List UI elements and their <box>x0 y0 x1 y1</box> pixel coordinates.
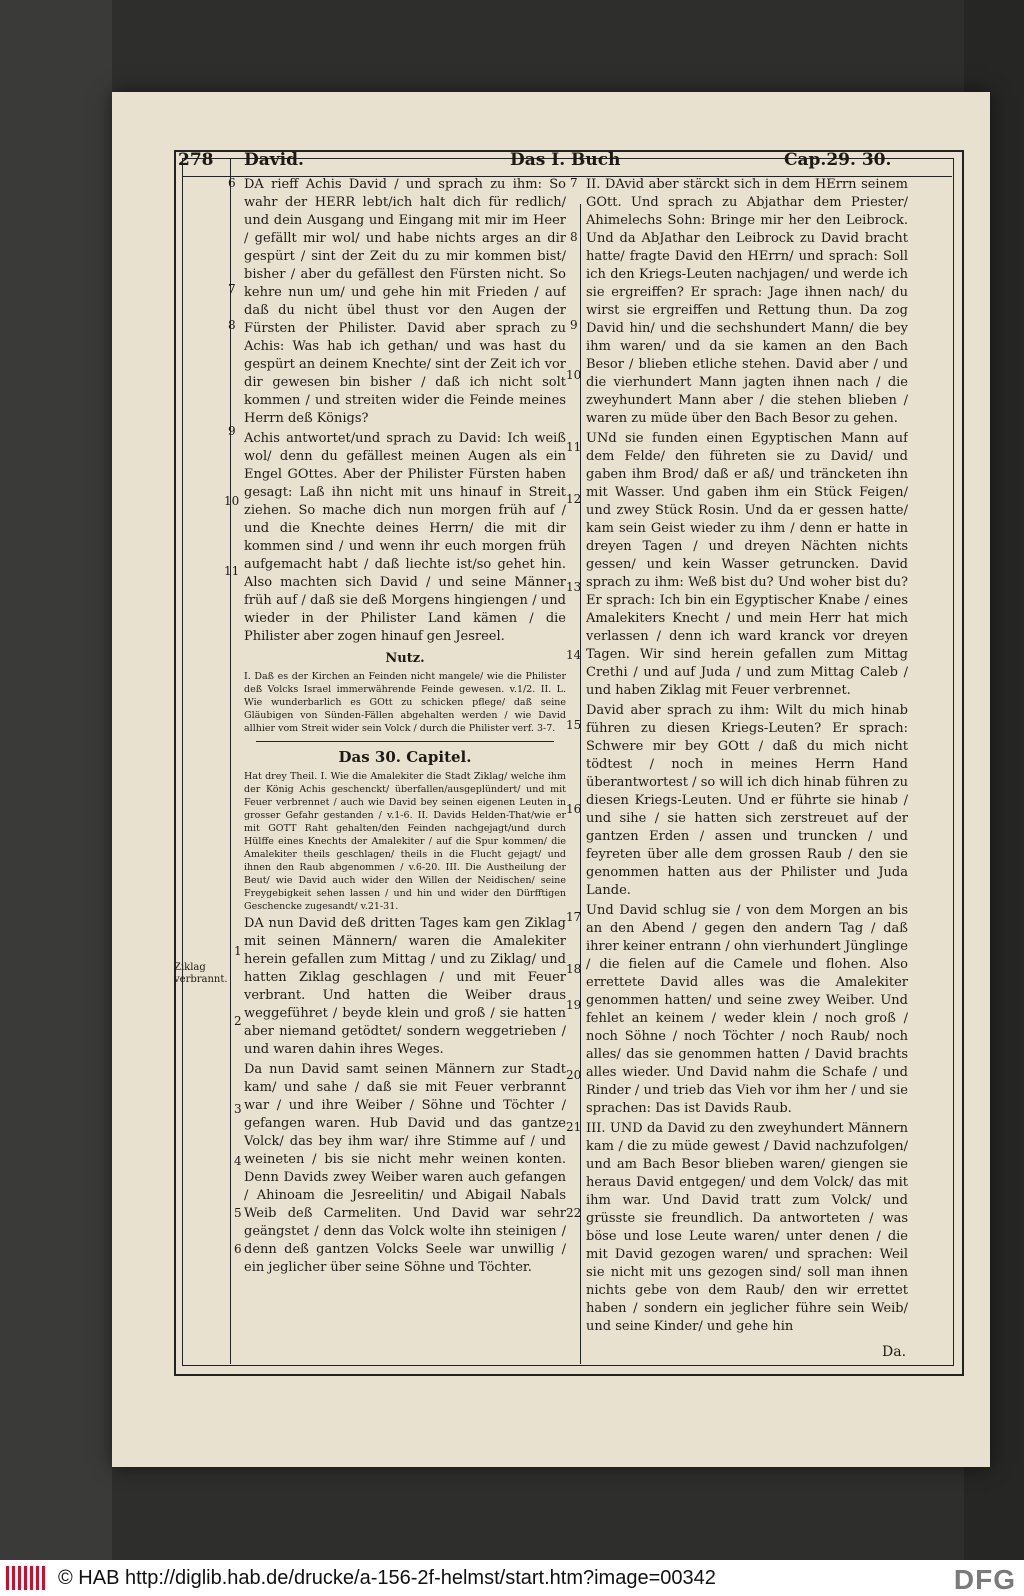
verse-number: 8 <box>570 230 578 244</box>
page-number: 278 <box>178 150 214 170</box>
source-link[interactable]: © HAB http://diglib.hab.de/drucke/a-156-2f-helmst/start.htm?image=00342 <box>58 1567 716 1589</box>
paragraph: Da nun David samt seinen Männern zur Stadt kam/ und sahe / daß sie mit Feuer verbrannt war / und ihre Weiber / Söhne und Töchter / gefangen waren. Hub David und das gantze Volck/ das bey ihm war/ ihre Stimme auf / und weineten / bis sie nicht mehr weinen konten. Denn Davids zwey Weiber waren auch gefangen / Ahinoam die Jesreelitin/ und Abigail Nabals Weib deß Carmeliten. Und David war sehr geängstet / denn das Volck wolte ihn steinigen / denn deß gantzen Volcks Seele war unwillig / ein jeglicher über seine Söhne und Töchter. <box>244 1062 566 1275</box>
paragraph: DA rieff Achis David / und sprach zu ihm: So wahr der HERR lebt/ich halt dich für redlich/ und dein Ausgang und Eingang mit mir im Heer / gefällt mir wol/ und habe nichts arges an dir gespürt / sint der Zeit du zu mir kommen bist/ bisher / aber du gefällest den Fürsten nicht. So kehre nun um/ und gehe hin mit Frieden / auf daß du nicht übel thust vor den Augen der Fürsten der Philister. David aber sprach zu Achis: Was hab ich gethan/ und was hast du gespürt an deinem Knechte/ sint der Zeit ich vor dir gewesen bin bisher / daß ich nicht solt kommen / und streiten wider die Feinde meines Herrn deß Königs? <box>244 177 566 426</box>
verse-number: 7 <box>570 176 578 190</box>
chapter-title: Das 30. Capitel. <box>338 748 472 766</box>
verse-number: 19 <box>566 998 582 1012</box>
verse-number: 15 <box>566 718 582 732</box>
verse-number: 18 <box>566 962 582 976</box>
verse-number: 5 <box>234 1206 242 1220</box>
verse-number: 7 <box>228 282 236 296</box>
chapter-summary: Hat drey Theil. I. Wie die Amalekiter die Stadt Ziklag/ welche ihm der König Achis geschenckt/ überfallen/ausgeplündert/ und mit Feuer verbrennet / auch wie David bey seinen eigenen Leuten in grosser Gefahr gestanden / v.1-6. II. Davids Helden-That/wie er mit GOTT Raht gehalten/den Feinden nachgejagt/und durch Hülffe eines Knechts der Amalekiter / auf die Spur kommen/ die Amalekiter theils geschlagen/ theils in die Flucht gejagt/ und ihnen den Raub abgenommen / v.6-20. III. Die Austheilung der Beut/ wie David auch wider den Willen der Neidischen/ seine Freygebigkeit sehen lassen / und hin und wider den Dürfftigen Geschencke zugesandt/ v.21-31. <box>244 771 566 912</box>
verse-number: 11 <box>224 564 240 578</box>
paragraph: UNd sie funden einen Egyptischen Mann auf dem Felde/ den führeten sie zu David/ und gaben ihm Brod/ daß er aß/ und träncketen ihn mit Wasser. Und gaben ihm ein Stück Feigen/ und zwey Stück Rosin. Und da er gessen hatte/ kam sein Geist wieder zu ihm / denn er hatte in dreyen Tagen / und dreyen Nächten nichts gessen/ und kein Wasser getruncken. David sprach zu ihm: Weß bist du? Und woher bist du? Er sprach: Ich bin ein Egyptischer Knabe / eines Amalekiters Knecht / und mein Herr hat mich verlassen / denn ich ward kranck vor dreyen Tagen. Wir sind herein gefallen zum Mittag Crethi / und auf Juda / und zum Mittag Caleb / und haben Ziklag mit Feuer verbrennet. <box>586 431 908 698</box>
verse-number: 14 <box>566 648 582 662</box>
verse-number: 6 <box>234 1242 242 1256</box>
verse-number: 4 <box>234 1154 242 1168</box>
verse-number: 9 <box>570 318 578 332</box>
running-title-center: Das I. Buch <box>510 150 621 170</box>
margin-note: Ziklag verbrannt. <box>174 962 228 985</box>
section-rule <box>256 741 554 742</box>
verse-number: 3 <box>234 1102 242 1116</box>
paragraph: Achis antwortet/und sprach zu David: Ich weiß wol/ denn du gefällest meinen Augen als ein Engel GOttes. Aber der Philister Fürsten haben gesagt: Laß ihn nicht mit uns hinauf in Streit ziehen. So mache dich nun morgen früh auf / und die Knechte deines Herrn/ die mit dir kommen sind / und wenn ihr euch morgen früh aufgemacht habt / daß liechte ist/so gehet hin. Also machten sich David / und seine Männer früh auf / daß sie deß Morgens hingiengen / und wieder in der Philister Land kämen / die Philister aber zogen hinauf gen Jesreel. <box>244 431 566 644</box>
verse-number: 2 <box>234 1014 242 1028</box>
footer-bar <box>0 1560 1024 1596</box>
paragraph: David aber sprach zu ihm: Wilt du mich hinab führen zu diesen Kriegs-Leuten? Er sprach: Schwere mir bey GOtt / daß du mich nicht tödtest / noch in meines Herrn Hand überantwortest / so will ich dich hinab führen zu diesen Kriegs-Leuten. Und er führte sie hinab / und sihe / sie hatten sich zerstreuet auf der gantzen Erden / assen und truncken / und feyreten über alle dem grossen Raub / den sie genommen hatten aus der Philister und Juda Lande. <box>586 703 908 898</box>
catchword: Da. <box>882 1344 907 1360</box>
margin-rule <box>230 158 231 1364</box>
verse-number: 12 <box>566 492 582 506</box>
verse-number: 10 <box>566 368 582 382</box>
verse-number: 20 <box>566 1068 582 1082</box>
paragraph: DA nun David deß dritten Tages kam gen Ziklag mit seinen Männern/ waren die Amalekiter herein gefallen zum Mittag / und zu Ziklag/ und hatten Ziklag geschlagen / und mit Feuer verbrant. Und hatten die Weiber draus weggeführet / beyde klein und groß / sie hatten aber niemand getödtet/ sondern weggetrieben / und waren dahin ihres Weges. <box>244 916 566 1057</box>
right-column <box>586 176 908 1334</box>
left-column <box>244 176 566 1356</box>
verse-number: 22 <box>566 1206 582 1220</box>
running-title-right: Cap.29. 30. <box>784 150 892 170</box>
book-page <box>112 92 990 1467</box>
dfg-logo: DFG <box>953 1564 1016 1595</box>
verse-number: 11 <box>566 440 582 454</box>
verse-number: 10 <box>224 494 240 508</box>
verse-number: 17 <box>566 910 582 924</box>
scan-background-left <box>0 0 112 1560</box>
verse-number: 13 <box>566 580 582 594</box>
verse-number: 16 <box>566 802 582 816</box>
paragraph: III. UND da David zu den zweyhundert Männern kam / die zu müde gewest / David nachzufolgen/ und am Bach Besor blieben waren/ giengen sie heraus David entgegen/ und dem Volck/ das mit ihm war. Und David tratt zum Volck/ und grüsste sie freundlich. Da antworteten / was böse und lose Leute waren/ unter denen / die mit David gezogen waren/ und sprachen: Weil sie nicht mit uns gezogen sind/ soll man ihnen nichts gebe von dem Raub/ den wir errettet haben / sondern ein jeglicher führe sein Weib/ und seine Kinder/ und gehe hin <box>586 1121 908 1334</box>
verse-number: 8 <box>228 318 236 332</box>
verse-number: 9 <box>228 424 236 438</box>
paragraph: II. DAvid aber stärckt sich in dem HErrn seinem GOtt. Und sprach zu Abjathar dem Priester/ Ahimelechs Sohn: Bringe mir her den Leibrock. Und da AbJathar den Leibrock zu David bracht hatte/ fragte David den HErrn/ und sprach: Soll ich den Kriegs-Leuten nachjagen/ und werde ich sie ergreiffen? Er sprach: Jage ihnen nach/ du wirst sie ergreiffen und Rettung thun. Da zog David hin/ und die sechshundert Mann/ die bey ihm waren/ und da sie kamen an den Bach Besor / blieben etliche stehen. David aber / und die vierhundert Mann jagten ihnen nach / die zweyhundert Mann aber / die stehen blieben / waren zu müde über den Bach Besor zu gehen. <box>586 177 908 426</box>
verse-number: 6 <box>228 176 236 190</box>
nutz-text: I. Daß es der Kirchen an Feinden nicht mangele/ wie die Philister deß Volcks Israel immerwährende Feinde gewesen. v.1/2. II. L. Wie wunderbarlich es GOtt zu schicken pflege/ daß seine Gläubigen von Sünden-Fällen abgehalten werden / wie David allhier vom Streit wider sein Volck / durch die Philister verf. 3-7. <box>244 671 566 734</box>
paragraph: Und David schlug sie / von dem Morgen an bis an den Abend / gegen den andern Tag / daß ihrer keiner entrann / ohn vierhundert Jünglinge / die fielen auf die Camele und flohen. Also errettete David alles was die Amalekiter genommen hatten/ und seine zwey Weiber. Und fehlet an keinem / weder klein / noch groß / noch Söhne / noch Töchter / noch Raub/ noch alles/ das sie genommen hatten / David brachts alles wieder. Und David nahm die Schafe / und Rinder / und trieb das Vieh vor ihm her / und sie sprachen: Das ist Davids Raub. <box>586 903 908 1116</box>
verse-number: 21 <box>566 1120 582 1134</box>
nutz-heading: Nutz. <box>385 651 425 666</box>
verse-number: 1 <box>234 944 242 958</box>
hab-logo-icon <box>6 1566 48 1590</box>
running-title-left: David. <box>244 150 304 170</box>
